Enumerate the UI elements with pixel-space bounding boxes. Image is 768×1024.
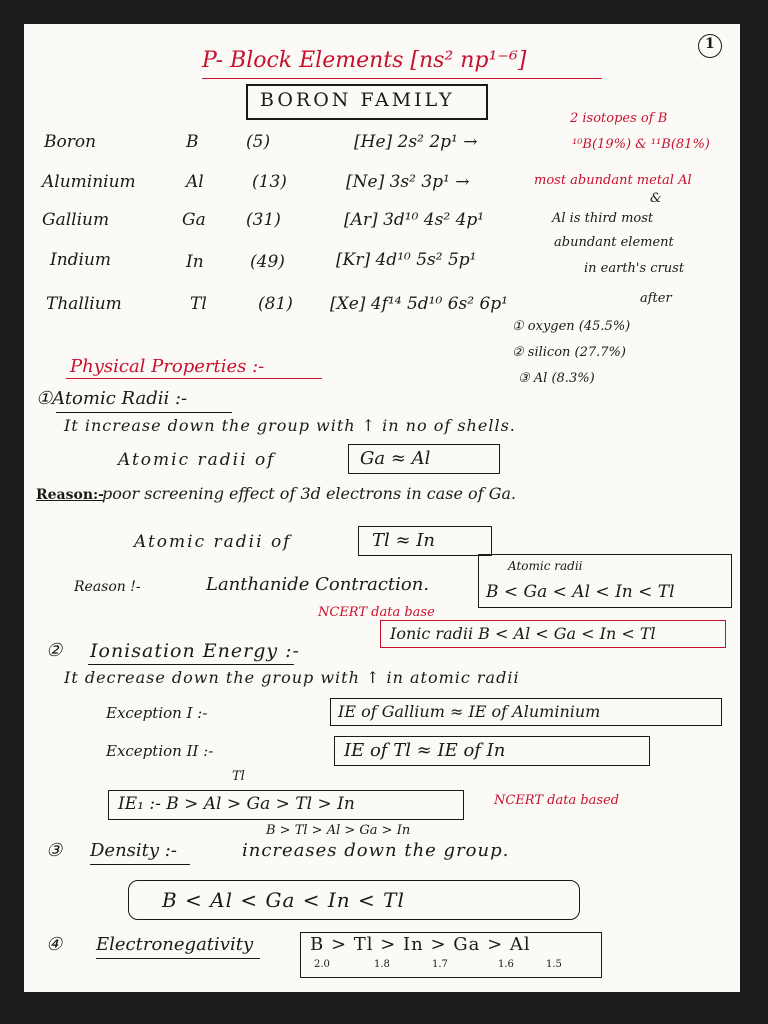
element-config: [Ar] 3d¹⁰ 4s² 4p¹ [344,210,485,230]
isotopes-note-line2: ¹⁰B(19%) & ¹¹B(81%) [572,137,710,152]
element-symbol: Tl [190,294,207,314]
element-atomic-number: (81) [258,294,293,314]
isotopes-note-line1: 2 isotopes of B [570,111,668,126]
element-atomic-number: (5) [246,132,271,152]
abundance-line2: abundant element [554,235,674,250]
atomic-radii-compare2-label: Atomic radii of [134,532,292,552]
atomic-radii-line1: It increase down the group with ↑ in no of shells. [64,416,516,435]
abundance-item-silicon: ② silicon (27.7%) [512,345,626,360]
element-symbol: Al [186,172,204,192]
ie1-ncert-note: NCERT data based [494,793,620,808]
electronegativity-number: ④ [46,934,63,955]
title-underline [202,78,602,79]
element-atomic-number: (31) [246,210,281,230]
reason1-label: Reason:- [36,487,104,503]
atomic-radii-heading: ①Atomic Radii :- [36,388,188,409]
exception2-text: IE of Tl ≈ IE of In [344,740,506,761]
reason1-text: poor screening effect of 3d electrons in case of Ga. [102,484,517,503]
element-config: [Ne] 3s² 3p¹ → [346,172,470,192]
element-config: [He] 2s² 2p¹ → [354,132,478,152]
ionisation-heading: Ionisation Energy :- [90,640,300,662]
most-abundant-note: most abundant metal Al [534,173,692,188]
abundance-line4: after [640,291,672,306]
density-heading: Density :- [90,840,177,861]
abundance-amp: & [650,191,662,206]
element-atomic-number: (49) [250,252,285,272]
physical-properties-heading: Physical Properties :- [70,356,265,377]
element-name: Aluminium [42,172,136,192]
abundance-item-al: ③ Al (8.3%) [518,371,595,386]
ie1-under-order: B > Tl > Al > Ga > In [266,823,411,838]
element-atomic-number: (13) [252,172,287,192]
exception2-label: Exception II :- [106,742,214,760]
notebook-page [24,24,740,992]
electronegativity-heading: Electronegativity [96,934,254,955]
electronegativity-underline [96,958,260,959]
element-symbol: In [186,252,204,272]
element-config: [Kr] 4d¹⁰ 5s² 5p¹ [336,250,477,270]
en-value-tl: 1.8 [374,959,390,970]
ionisation-number: ② [46,640,63,661]
en-value-in: 1.7 [432,959,448,970]
reason2-label: Reason !- [74,579,141,595]
ncert-database-label: NCERT data base [318,605,435,620]
atomic-radii-underline [56,412,232,413]
abundance-line3: in earth's crust [584,261,685,276]
en-value-ga: 1.6 [498,959,514,970]
abundance-item-oxygen: ① oxygen (45.5%) [512,319,631,334]
element-name: Gallium [42,210,110,230]
page-title: P- Block Elements [ns² np¹⁻⁶] [202,48,527,73]
element-symbol: Ga [182,210,206,230]
element-config: [Xe] 4f¹⁴ 5d¹⁰ 6s² 6p¹ [330,294,508,314]
ionisation-underline [88,664,294,665]
electronegativity-order: B > Tl > In > Ga > Al [310,934,531,955]
density-line1: increases down the group. [242,840,510,861]
ionisation-line1: It decrease down the group with ↑ in atomic radii [64,668,520,687]
ie1-text: IE₁ :- B > Al > Ga > Tl > In [118,794,355,814]
atomic-radii-compare2-box: Tl ≈ In [372,530,435,551]
density-order: B < Al < Ga < In < Tl [162,888,405,912]
atomic-radii-order-text: B < Ga < Al < In < Tl [486,582,675,602]
element-name: Boron [44,132,97,152]
element-name: Thallium [46,294,122,314]
ie1-tl-note: Tl [232,769,245,784]
page-number: 1 [705,36,715,52]
density-underline [90,864,190,865]
en-value-b: 2.0 [314,959,330,970]
en-value-al: 1.5 [546,959,562,970]
atomic-radii-compare1-box: Ga ≈ Al [360,448,431,469]
element-name: Indium [50,250,112,270]
abundance-line1: Al is third most [552,211,654,226]
atomic-radii-compare1-label: Atomic radii of [118,450,276,470]
ionic-radii-text: Ionic radii B < Al < Ga < In < Tl [390,624,656,643]
family-heading: BORON FAMILY [260,89,455,111]
density-number: ③ [46,840,63,861]
exception1-text: IE of Gallium ≈ IE of Aluminium [338,702,601,721]
element-symbol: B [186,132,199,152]
atomic-radii-order-title: Atomic radii [508,559,583,573]
physical-heading-underline [66,378,322,379]
reason2-text: Lanthanide Contraction. [206,574,430,595]
exception1-label: Exception I :- [106,704,208,722]
